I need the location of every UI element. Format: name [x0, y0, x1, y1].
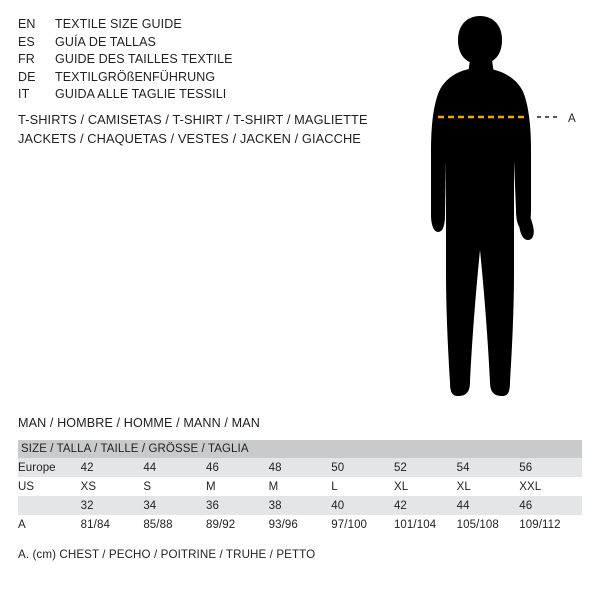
language-title: GUIDE DES TAILLES TEXTILE	[55, 52, 233, 67]
table-header-row	[18, 440, 582, 458]
language-title: TEXTILGRÖßENFÜHRUNG	[55, 69, 216, 84]
language-row	[18, 69, 378, 87]
size-table	[18, 440, 582, 534]
row-label: Europe	[18, 458, 81, 477]
language-row	[18, 86, 378, 104]
cell: 52	[394, 458, 457, 477]
cell: 93/96	[269, 515, 332, 534]
row-label: US	[18, 477, 81, 496]
cell: M	[269, 477, 332, 496]
table-row	[18, 515, 582, 534]
language-title: GUÍA DE TALLAS	[55, 34, 156, 49]
cell: 46	[519, 496, 582, 515]
cell: M	[206, 477, 269, 496]
language-row	[18, 34, 378, 52]
cell: 40	[331, 496, 394, 515]
section-heading-man: MAN / HOMBRE / HOMME / MANN / MAN	[18, 416, 260, 430]
cell: 46	[206, 458, 269, 477]
cell: XL	[457, 477, 520, 496]
language-title: GUIDA ALLE TAGLIE TESSILI	[55, 87, 227, 102]
size-table-wrap	[18, 440, 582, 534]
category-jackets: JACKETS / CHAQUETAS / VESTES / JACKEN / GIACCHE	[18, 131, 361, 146]
language-list	[18, 16, 378, 104]
cell: 32	[81, 496, 144, 515]
cell: 89/92	[206, 515, 269, 534]
cell: 34	[143, 496, 206, 515]
cell: 54	[457, 458, 520, 477]
cell: XXL	[519, 477, 582, 496]
row-label: A	[18, 515, 81, 534]
male-silhouette-figure	[400, 10, 600, 410]
cell: 109/112	[519, 515, 582, 534]
cell: 56	[519, 458, 582, 477]
table-row	[18, 496, 582, 515]
cell: 101/104	[394, 515, 457, 534]
cell: 97/100	[331, 515, 394, 534]
language-code: ES	[18, 34, 35, 49]
cell: L	[331, 477, 394, 496]
cell: 44	[143, 458, 206, 477]
table-header-label: SIZE / TALLA / TAILLE / GRÖSSE / TAGLIA	[18, 440, 582, 458]
category-list	[18, 110, 418, 148]
measure-label-a: A	[568, 113, 577, 125]
language-code: EN	[18, 17, 36, 31]
table-row	[18, 477, 582, 496]
language-code: FR	[18, 52, 35, 67]
cell: 48	[269, 458, 332, 477]
cell: 38	[269, 496, 332, 515]
silhouette-icon	[400, 10, 600, 410]
row-label	[18, 496, 81, 515]
cell: 36	[206, 496, 269, 515]
cell: S	[143, 477, 206, 496]
footnote-chest: A. (cm) CHEST / PECHO / POITRINE / TRUHE / PETTO	[18, 548, 316, 561]
category-tshirts: T-SHIRTS / CAMISETAS / T-SHIRT / T-SHIRT / MAGLIETTE	[18, 112, 368, 127]
cell: 42	[394, 496, 457, 515]
language-row	[18, 16, 378, 34]
table-row	[18, 458, 582, 477]
cell: 85/88	[143, 515, 206, 534]
cell: 44	[457, 496, 520, 515]
language-title: TEXTILE SIZE GUIDE	[55, 17, 182, 31]
cell: 81/84	[81, 515, 144, 534]
cell: 105/108	[457, 515, 520, 534]
language-code: IT	[18, 87, 30, 102]
language-code: DE	[18, 69, 36, 84]
cell: XS	[81, 477, 144, 496]
cell: XL	[394, 477, 457, 496]
language-row	[18, 51, 378, 69]
cell: 50	[331, 458, 394, 477]
cell: 42	[81, 458, 144, 477]
